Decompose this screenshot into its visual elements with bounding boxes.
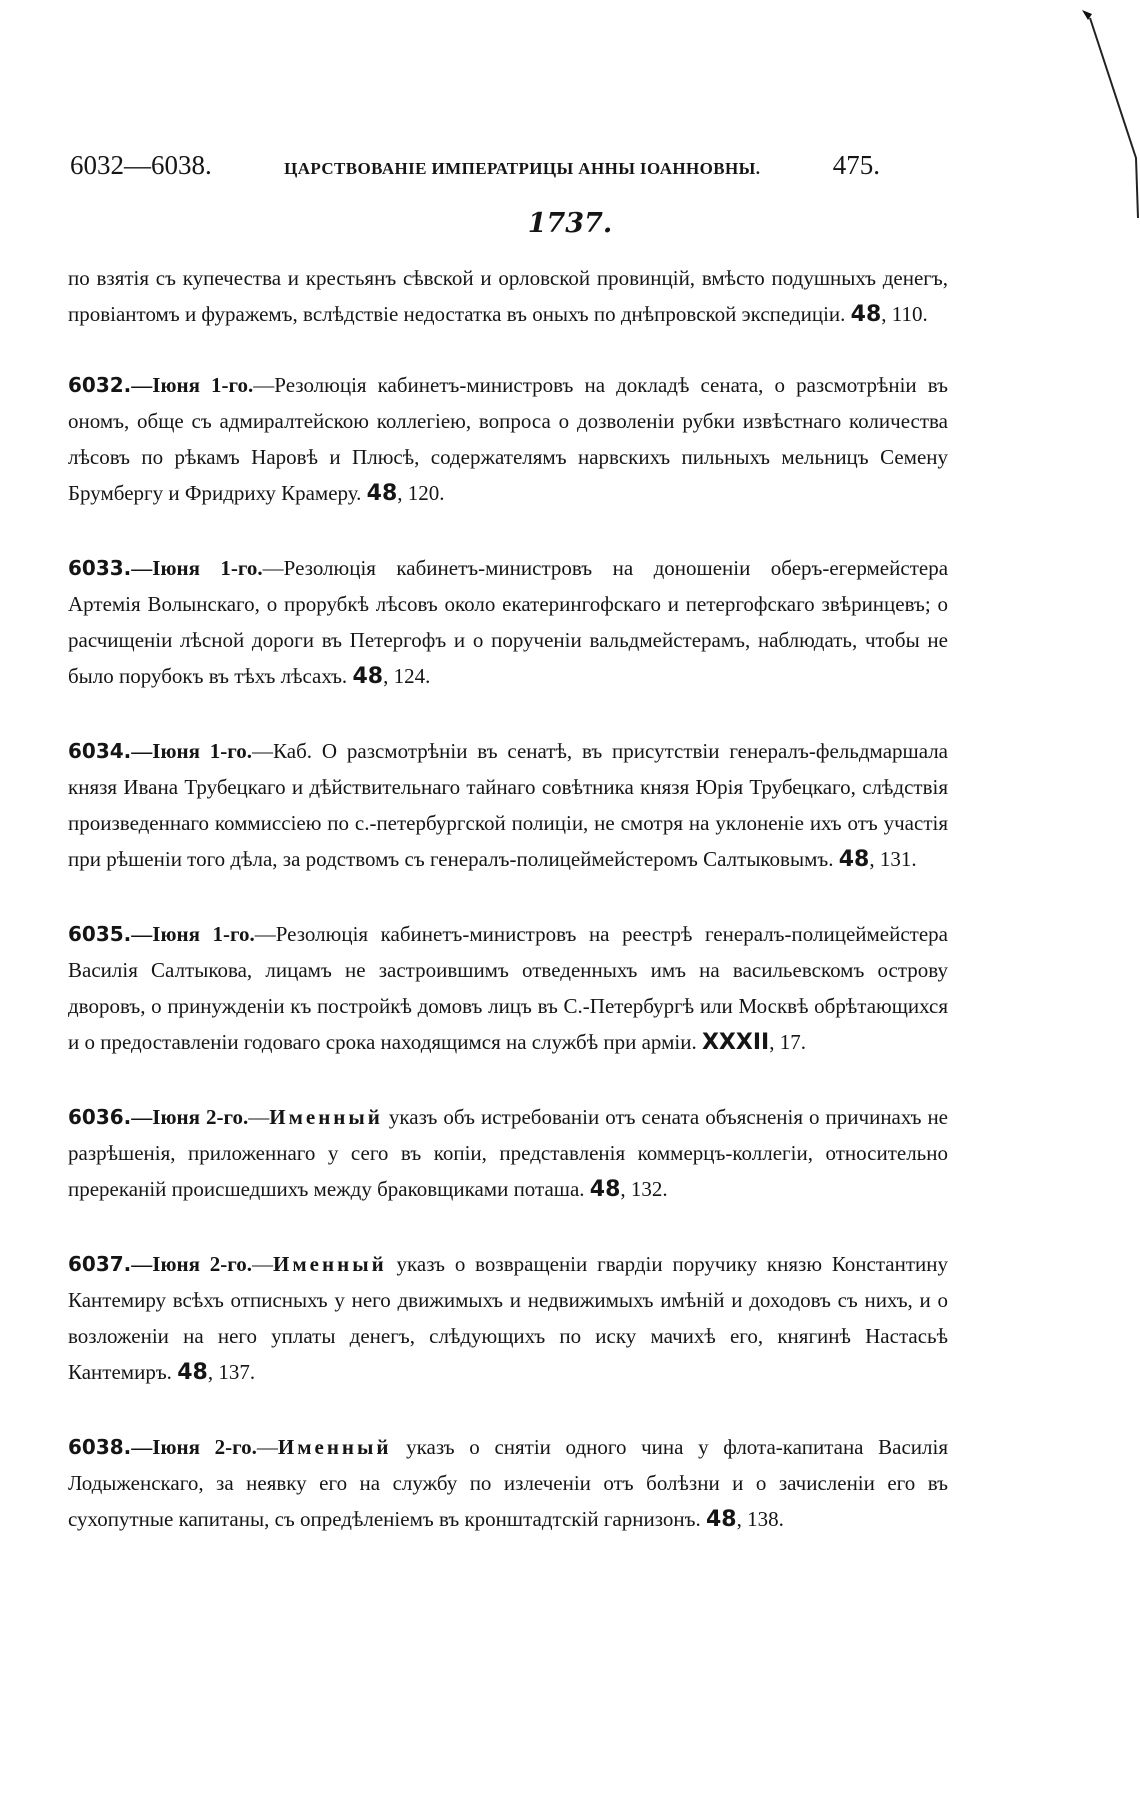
entry-date: —Іюня 2-го.	[131, 1105, 249, 1129]
entry-date: —Іюня 1-го.	[131, 373, 254, 397]
year-heading: 1737.	[527, 208, 613, 239]
entry-date: —Іюня 2-го.	[131, 1252, 253, 1276]
entry-dash: —	[248, 1105, 270, 1129]
entry-number: 6034.	[68, 739, 132, 763]
page-number: 475.	[832, 150, 880, 180]
entry-decree-type: Именный	[273, 1252, 387, 1276]
volume-ref: 48	[177, 1360, 208, 1385]
volume-ref: 48	[850, 302, 882, 327]
entry-dash: —	[252, 1252, 274, 1276]
entry-range: 6032—6038.	[70, 150, 212, 180]
entry-6034	[68, 733, 948, 878]
running-header	[70, 150, 880, 190]
continuation-paragraph	[68, 260, 948, 333]
volume-ref: 48	[352, 664, 384, 689]
entry-number: 6033.	[68, 556, 132, 580]
page-ref: , 138.	[736, 1507, 784, 1531]
entry-text: указъ объ истребованіи отъ сената объясненія о причинахъ не разрѣшенія, приложеннаго у сего въ копіи, представленія коммерцъ-коллегіи, относительно пререканій происшедшихъ между браковщиками поташа.	[68, 1105, 949, 1201]
entry-number: 6036.	[68, 1105, 132, 1129]
entry-number: 6037.	[68, 1252, 132, 1276]
entry-date: —Іюня 1-го.	[131, 556, 263, 580]
page-ref: , 124.	[383, 664, 431, 688]
page-ref: , 131.	[869, 847, 917, 871]
entry-6032	[68, 367, 948, 512]
volume-ref: 48	[706, 1507, 737, 1532]
volume-ref: XXXII	[701, 1030, 770, 1055]
entry-text: указъ о снятіи одного чина у флота-капитана Василія Лодыженскаго, за неявку его на службу по излеченіи отъ болѣзни и о зачисленіи его въ сухопутные капитаны, съ опредѣленіемъ въ кронштадтскій гарнизонъ.	[68, 1435, 949, 1531]
volume-ref: 48	[838, 847, 870, 872]
volume-ref: 48	[366, 481, 398, 506]
entry-decree-type: Именный	[277, 1435, 392, 1459]
entry-date: —Іюня 2-го.	[131, 1435, 257, 1459]
entry-date: —Іюня 1-го.	[131, 739, 253, 763]
entry-6038	[68, 1429, 948, 1538]
entry-number: 6035.	[68, 922, 132, 946]
page-ref: , 137.	[207, 1360, 256, 1384]
entry-6037	[68, 1246, 948, 1391]
volume-ref: 48	[589, 1177, 621, 1202]
entry-number: 6038.	[68, 1435, 132, 1459]
page-ref: , 17.	[769, 1030, 806, 1054]
page-ref: , 132.	[620, 1177, 668, 1201]
document-body	[68, 260, 948, 1576]
entry-date: —Іюня 1-го.	[131, 922, 255, 946]
entry-text: —Каб. О разсмотрѣніи въ сенатѣ, въ присутствіи генералъ-фельдмаршала князя Ивана Трубецкаго и дѣйствительнаго тайнаго совѣтника князя Юрія Трубецкаго, слѣдствія произведеннаго коммиссіею по с.-петербургской полиціи, не смотря на уклоненіе ихъ отъ участія при рѣшеніи того дѣла, за родствомъ съ генералъ-полицеймейстеромъ Салтыковымъ.	[68, 739, 948, 871]
entry-dash: —	[256, 1435, 278, 1459]
entry-decree-type: Именный	[269, 1105, 383, 1129]
entry-text: —Резолюція кабинетъ-министровъ на докладѣ сената, о разсмотрѣніи въ ономъ, обще съ адмиралтейскою коллегіею, вопроса о дозволеніи рубки извѣстнаго количества лѣсовъ по рѣкамъ Наровѣ и Плюсѣ, содержателямъ нарвскихъ пильныхъ мельницъ Семену Брумбергу и Фридриху Крамеру.	[68, 373, 948, 505]
page-ref: , 120.	[397, 481, 445, 505]
entry-text: —Резолюція кабинетъ-министровъ на реестрѣ генералъ-полицеймейстера Василія Салтыкова, лицамъ не застроившимъ отведенныхъ имъ на васильевскомъ острову дворовъ, о принужденіи къ постройкѣ домовъ лицъ въ С.-Петербургѣ или Москвѣ обрѣтающихся и о предоставленіи годоваго срока находящимся на службѣ при арміи.	[68, 922, 948, 1054]
entry-6036	[68, 1099, 948, 1208]
entry-text: —Резолюція кабинетъ-министровъ на доношеніи оберъ-егермейстера Артемія Волынскаго, о прорубкѣ лѣсовъ около екатерингофскаго и петергофскаго звѣринцевъ; о расчищеніи лѣсной дороги въ Петергофъ и о порученіи вальдмейстерамъ, наблюдать, чтобы не было порубокъ въ тѣхъ лѣсахъ.	[68, 556, 949, 688]
continuation-text: по взятія съ купечества и крестьянъ сѣвской и орловской провинцій, вмѣсто подушныхъ денегъ, провіантомъ и фуражемъ, вслѣдствіе недостатка въ оныхъ по днѣпровской экспедиціи.	[68, 266, 948, 326]
entry-6033	[68, 550, 948, 695]
running-title: ЦАРСТВОВАНІЕ ИМПЕРАТРИЦЫ АННЫ ІОАННОВНЫ.	[284, 159, 761, 178]
entry-text: указъ о возвращеніи гвардіи поручику князю Константину Кантемиру всѣхъ отписныхъ у него движимыхъ и недвижимыхъ имѣній и доходовъ съ нихъ, и о возложеніи на него уплаты денегъ, слѣдующихъ по иску мачихѣ его, княгинѣ Настасьѣ Кантемиръ.	[68, 1252, 949, 1384]
entry-6035	[68, 916, 948, 1061]
page-ref: , 110.	[881, 302, 928, 326]
entry-number: 6032.	[68, 373, 132, 397]
scan-edge-mark	[1080, 8, 1140, 218]
